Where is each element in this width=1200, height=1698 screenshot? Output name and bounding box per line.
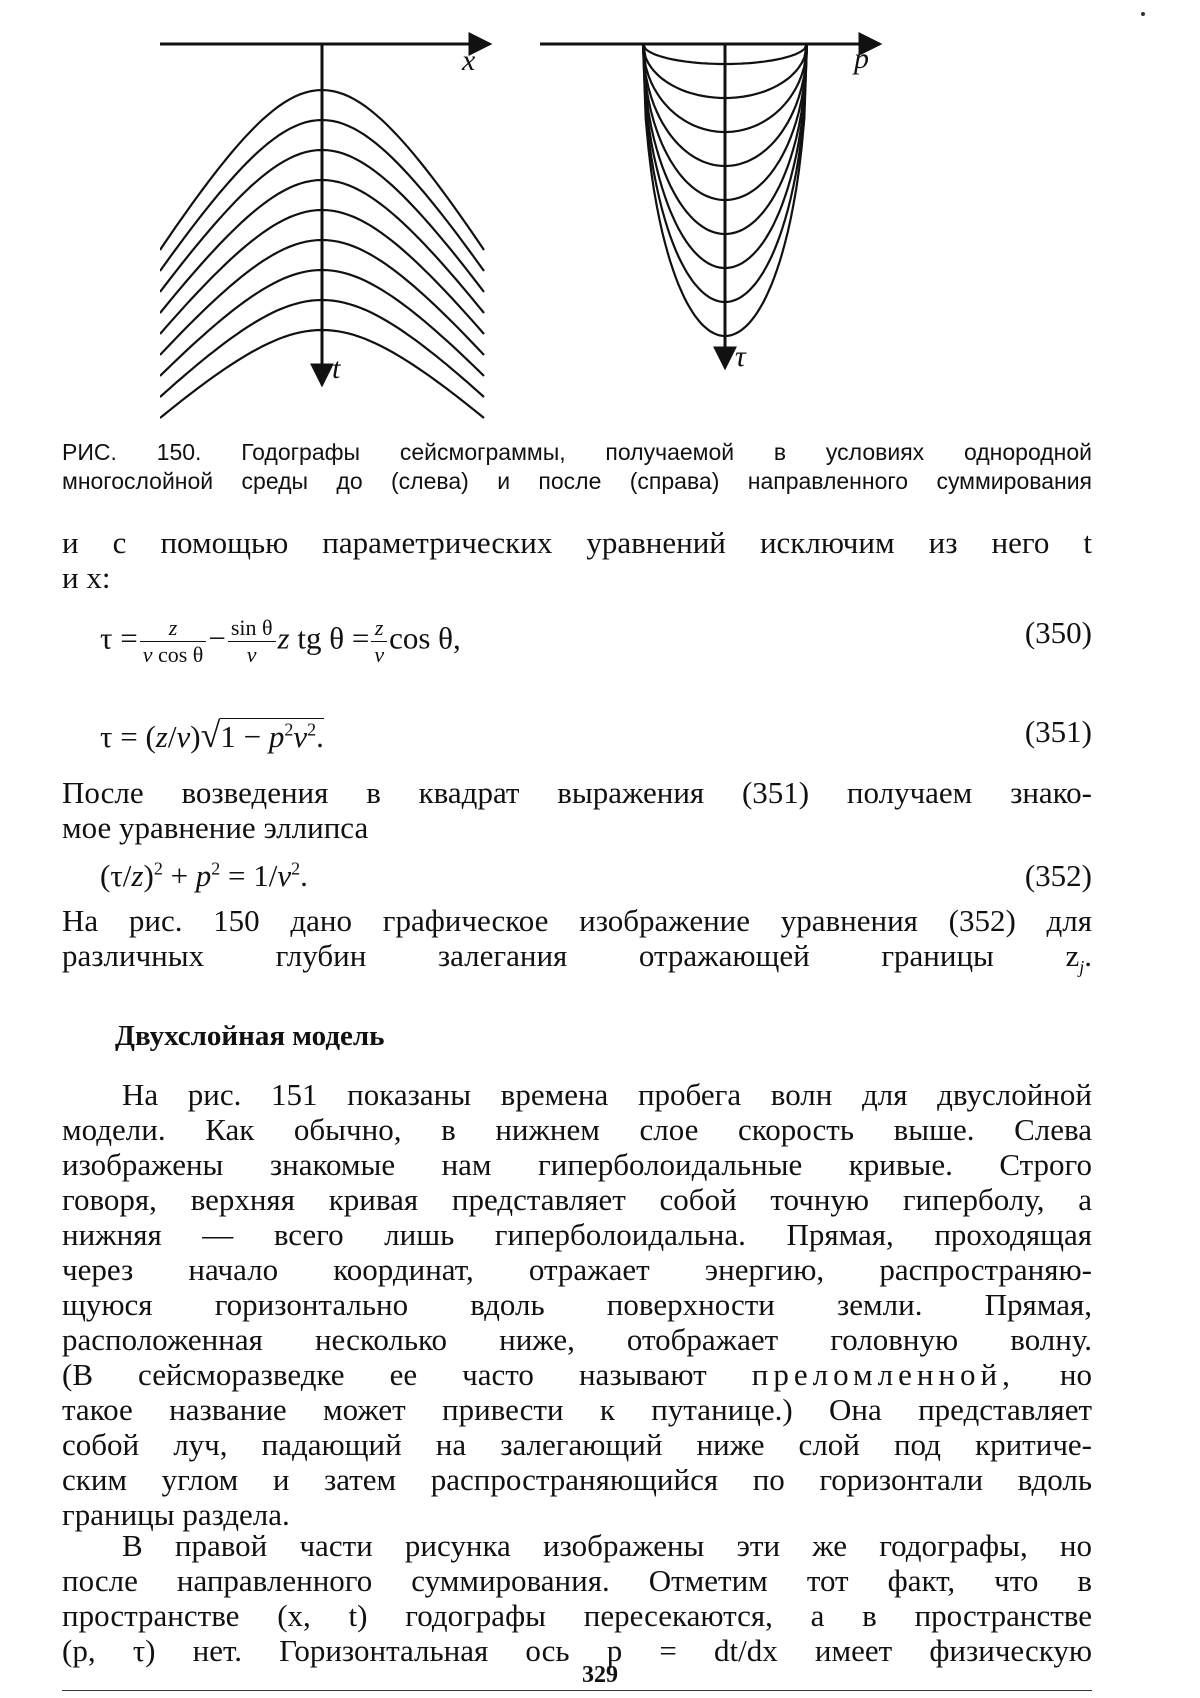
equation-351-expr: $\tau = (z/v)√1 - p^2v^2$. [100, 715, 324, 755]
intro-line1: и с помощью параметрических уравнений исключим из него t [62, 525, 1092, 560]
caption-line1: Годографы сейсмограммы, получаемой в условиях однородной [241, 439, 1092, 465]
tl-line-10: такое название может привести к путанице.) Она представляет [62, 1392, 1092, 1427]
equation-352-number: (352) [1024, 858, 1092, 893]
tl-line-12: ским углом и затем распространяющийся по горизонтали вдоль [62, 1462, 1092, 1497]
equation-352-expr: $(\tau/z)^2 + p^2 = 1/v^2$. [100, 858, 308, 893]
intro-line2: и x: [62, 560, 111, 595]
fig-line2: различных глубин залегания отражающей границы $z_j$. [62, 938, 1092, 978]
figure-paragraph [62, 903, 1092, 985]
rp-line-1: В правой части рисунка изображены эти же годографы, но [122, 1528, 1092, 1563]
caption-line2: многослойной среды до (слева) и после (справа) направленного суммирования [62, 468, 1092, 494]
tl-line-7: щуюся горизонтально вдоль поверхности земли. Прямая, [62, 1287, 1092, 1322]
two-layer-paragraph [62, 1077, 1092, 1532]
ellipse-line1: После возведения в квадрат выражения (351) получаем знако- [62, 775, 1092, 810]
tl-line-9 [62, 1357, 1092, 1392]
tl-line-6: через начало координат, отражает энергию, распространяю- [62, 1252, 1092, 1287]
tl-line-4: говоря, верхняя кривая представляет собой точную гиперболу, а [62, 1182, 1092, 1217]
tl-line-8: расположенная несколько ниже, отображает головную волну. [62, 1322, 1092, 1357]
tl-line-9-spaced: преломленной, [751, 1357, 1015, 1392]
tl-line-5: нижняя — всего лишь гиперболоидальна. Прямая, проходящая [62, 1217, 1092, 1252]
ellipse-paragraph [62, 775, 1092, 845]
tl-line-13: границы раздела. [62, 1497, 290, 1532]
equation-352 [100, 858, 1092, 908]
equation-350-expr: τ = $\frac{z}{\text{v cos θ}}$ − $\frac{\text{sin θ}}{v}$ z tg θ = $\frac{z}{v}$ cos θ, [100, 615, 461, 667]
x-axis-label: x [462, 44, 476, 77]
tl-line-3: изображены знакомые нам гиперболоидальные кривые. Строго [62, 1147, 1092, 1182]
p-axis-label: p [854, 42, 869, 75]
rp-line-4: (p, τ) нет. Горизонтальная ось p = dt/dx имеет физическую [62, 1633, 1092, 1668]
rp-line-2: после направленного суммирования. Отметим тот факт, что в [62, 1563, 1092, 1598]
tl-line-9-before: (В сейсморазведке ее часто называют [62, 1357, 707, 1392]
section-heading: Двухслойная модель [115, 1020, 385, 1052]
fig-line2-text: различных глубин залегания отражающей границы z [62, 938, 1080, 973]
intro-paragraph [62, 525, 1092, 595]
equation-351-number: (351) [1024, 714, 1092, 749]
equation-350-number: (350) [1024, 615, 1092, 650]
tl-line-11: собой луч, падающий на залегающий ниже слой под критиче- [62, 1427, 1092, 1462]
t-axis-label: t [332, 352, 341, 385]
right-panel-hodographs [540, 42, 880, 373]
tl-line-2: модели. Как обычно, в нижнем слое скорость выше. Слева [62, 1112, 1092, 1147]
right-part-paragraph [62, 1528, 1092, 1668]
figure-caption [62, 438, 1092, 496]
left-panel-hodographs [160, 44, 490, 418]
ellipse-line2: мое уравнение эллипса [62, 810, 369, 845]
figure-150 [160, 30, 1060, 430]
tau-axis-label: τ [735, 340, 746, 373]
equation-351 [100, 714, 1092, 764]
tl-line-1: На рис. 151 показаны времена пробега волн для двуслойной [122, 1077, 1092, 1112]
fig-line1: На рис. 150 дано графическое изображение уравнения (352) для [62, 903, 1092, 938]
footer-rule [62, 1690, 1092, 1691]
tl-line-9-after: но [1059, 1357, 1093, 1392]
rp-line-3: пространстве (x, t) годографы пересекаются, а в пространстве [62, 1598, 1092, 1633]
page-number: 329 [582, 1662, 618, 1688]
equation-350 [100, 615, 1092, 665]
caption-number: РИС. 150. [62, 439, 202, 465]
speck [1141, 12, 1145, 16]
